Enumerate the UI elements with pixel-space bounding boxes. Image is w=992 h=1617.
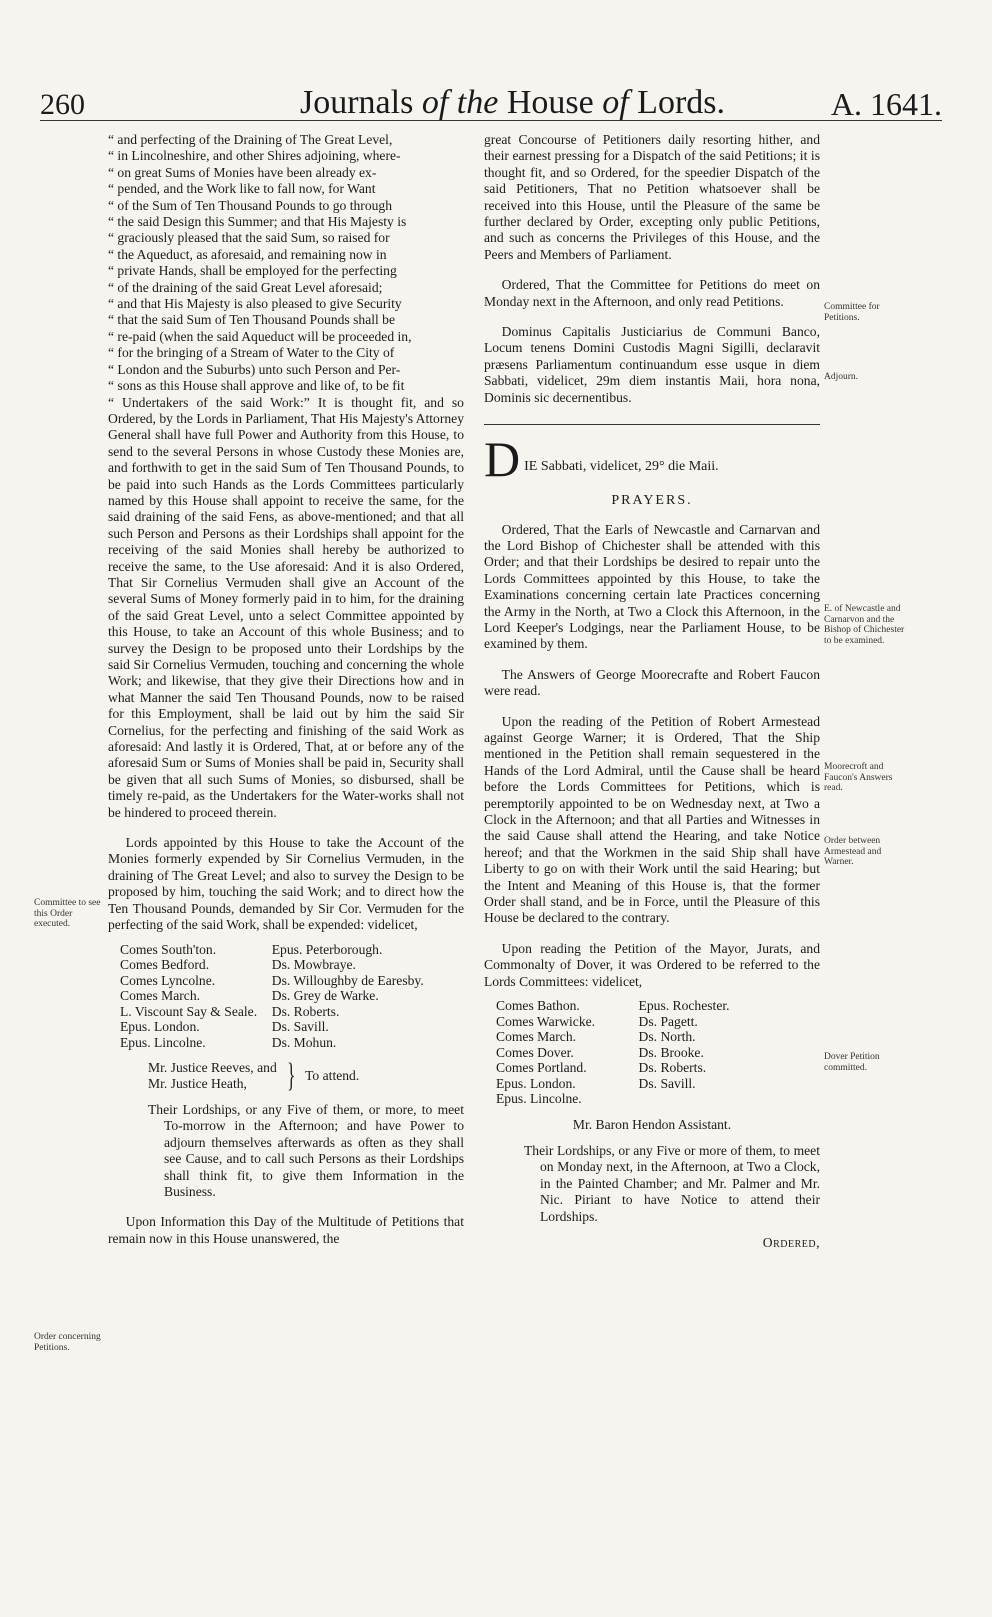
lord-name: Ds. Savill. bbox=[271, 1019, 329, 1034]
lord-name: Comes Warwicke. bbox=[496, 1013, 596, 1029]
lord-name: Ds. Mowbraye. bbox=[271, 957, 356, 972]
prayers-heading: PRAYERS. bbox=[611, 493, 693, 509]
title-word: of bbox=[421, 84, 449, 121]
lord-name: Epus. London. bbox=[496, 1075, 576, 1091]
quote-line: “ private Hands, shall be employed for the perfecting bbox=[108, 263, 397, 279]
order-text: It is thought fit, and so Ordered, by the Lords in Parliament, That His Majesty's Attorney General shall have full Power and Authority from this House, to send to the several Persons in whose Custody these Monies are, and forthwith to get in the said Sum of Ten Thousand Pounds, to be paid into such Hands as the Lords Committees particularly named by this House shall appoint to receive the same, for the said draining of the said Fens, as above-mentioned; and that all such Person and Persons as their Lordships shall appoint for the receiving of the said Monies shall hereby be authorized to receive the same, to the Use aforesaid: And it is also Ordered, That Sir Cornelius Vermuden shall give an Account of the several Sums of Money formerly paid in to him, for the draining of the said Great Level, unto a select Committee appointed by this House, to take an Account of this whole Business; and to survey the Design to be proposed unto their Lordships by the said Sir Cornelius Vermuden, touching and concerning the whole Work; and likewise, that they give their Directions how and in what Manner the said Ten Thousand Pounds, now to be raised for this Employment, shall be laid out by him the said Sir Cornelius, for the perfecting and finishing of the said Work as aforesaid: And lastly it is Ordered, That, at or before any of the aforesaid Sum or Sums of Monies shall be paid in, Security shall be given that all such Sums of Monies, so disbursed, shall be timely re-paid, as the Undertakers for the Water-works shall not be hindered to proceed therein. bbox=[108, 394, 464, 820]
quote-line: “ of the draining of the said Great Level aforesaid; bbox=[108, 279, 383, 295]
margin-note-adjourn: Adjourn. bbox=[824, 372, 859, 382]
paragraph-petitions-order: great Concourse of Petitioners daily resorting hither, and their earnest pressing for a Dispatch of the said Petitions; it is thought fit, and so Ordered, for the speedier Dispatch of the said Petitioners, That no Petition whatsoever shall be received into this House, until the Pleasure of the same be further declared by Order, excepting only public Petitions, and such as concerns the Privileges of this House, and the Peers and Members of Parliament. bbox=[484, 132, 820, 262]
left-column bbox=[108, 132, 464, 1255]
justice-name: Mr. Justice Heath, bbox=[148, 1076, 247, 1091]
paragraph-quote bbox=[108, 132, 464, 821]
lord-name: Ds. Grey de Warke. bbox=[271, 988, 379, 1003]
lord-name: Ds. Pagett. bbox=[638, 1013, 698, 1029]
quote-line: “ and that His Majesty is also pleased to give Security bbox=[108, 296, 402, 312]
lord-name: Epus. Rochester. bbox=[638, 998, 730, 1014]
quote-line: “ the Aqueduct, as aforesaid, and remaining now in bbox=[108, 246, 387, 262]
lord-name: Comes March. bbox=[496, 1029, 577, 1045]
paragraph-earls-examined: Ordered, That the Earls of Newcastle and Carnarvan and the Lord Bishop of Chichester shall be attended with this Order; and that their Lordships be desired to repair unto the Lords Committees appointed by this House, to take the Examinations concerning certain late Practices concerning the Army in the North, at Two a Clock this Afternoon, in the Lord Keeper's Lodgings, near the Parliament House, to be examined by them. bbox=[484, 521, 820, 652]
paragraph-armestead: Upon the reading of the Petition of Robert Armestead against George Warner; it is Ordered, That the Ship mentioned in the Petition shall remain sequestered in the Hands of the Lord Admiral, until the Cause shall be heard before the Lords Committees for Petitions, which is peremptorily appointed to be on Wednesday next, at Two a Clock in the Afternoon; and that all Parties and Witnesses in the said Cause shall attend the Hearing, and take Notice hereof; and that the Workmen in the said Ship shall have Liberty to go on with their Work until the said Hearing; but the Intent and Meaning of this House is, that the former Order shall stand, and be in Force, until the Pleasure of this House be declared to the contrary. bbox=[484, 713, 820, 926]
quote-line: “ re-paid (when the said Aqueduct will be proceeded in, bbox=[108, 328, 412, 344]
lord-name: Comes Lyncolne. bbox=[120, 972, 216, 988]
justices-to-attend bbox=[148, 1057, 464, 1094]
lord-name: Epus. Lincolne. bbox=[120, 1034, 206, 1050]
day-line: IE Sabbati, videlicet, 29° die Maii. bbox=[524, 459, 719, 475]
lord-name-empty bbox=[639, 1091, 820, 1107]
page-number: 260 bbox=[40, 88, 85, 121]
to-attend-label: To attend. bbox=[305, 1067, 360, 1083]
quote-line: “ on great Sums of Monies have been already ex- bbox=[108, 164, 377, 180]
title-word: of bbox=[602, 84, 629, 121]
margin-note-moorecroft: Moorecroft and Faucon's Answers read. bbox=[824, 762, 893, 793]
quote-line: “ the said Design this Summer; and that His Majesty is bbox=[108, 214, 407, 230]
lord-name: Comes South'ton. bbox=[120, 941, 217, 957]
lord-name: Ds. Savill. bbox=[638, 1075, 696, 1091]
margin-note-armestead: Order between Armestead and Warner. bbox=[824, 836, 882, 867]
quote-line: “ sons as this House shall approve and like of, to be fit bbox=[108, 378, 405, 394]
margin-note-order-petitions: Order concerning Petitions. bbox=[34, 1332, 101, 1353]
title-word: House bbox=[506, 84, 594, 121]
lord-name: Comes Bathon. bbox=[496, 998, 580, 1014]
justice-name: Mr. Justice Reeves, and bbox=[148, 1060, 277, 1075]
quote-line: “ Undertakers of the said Work:” bbox=[108, 394, 310, 410]
paragraph-lords-appointed: Lords appointed by this House to take the Account of the Monies formerly expended by Sir Cornelius Vermuden, in the draining of The Great Level; and also to survey the Design to be proposed by him, touching the said Work; and to direct how the Ten Thousand Pounds, demanded by Sir Cor. Vermuden for the perfecting of the said Work, shall be expended: videlicet, bbox=[108, 835, 464, 933]
lords-list-fens bbox=[108, 942, 464, 1051]
paragraph-dover: Upon reading the Petition of the Mayor, Jurats, and Commonalty of Dover, it was Ordered to be referred to the Lords Committees: videlicet, bbox=[484, 940, 820, 989]
lord-name: Comes Dover. bbox=[496, 1044, 574, 1060]
justice-names bbox=[148, 1060, 277, 1092]
header-rule bbox=[40, 120, 942, 121]
lord-name: Ds. Roberts. bbox=[271, 1003, 340, 1019]
title-word: Lords. bbox=[637, 84, 725, 121]
lord-name: Epus. Peterborough. bbox=[271, 941, 383, 957]
running-title bbox=[300, 84, 725, 122]
lord-name: Epus. Lincolne. bbox=[496, 1091, 582, 1107]
catchword bbox=[484, 1235, 820, 1251]
lord-name: Ds. Roberts. bbox=[638, 1060, 707, 1076]
running-header bbox=[0, 58, 992, 122]
title-word: Journals bbox=[300, 84, 414, 121]
title-word: the bbox=[456, 84, 499, 121]
quote-line: “ London and the Suburbs) unto such Person and Per- bbox=[108, 361, 401, 377]
brace-symbol: } bbox=[286, 1057, 295, 1094]
catchword-text: Ordered, bbox=[762, 1235, 820, 1250]
lord-name: Ds. North. bbox=[638, 1029, 696, 1045]
lord-name: Comes Bedford. bbox=[120, 957, 210, 972]
year: A. 1641. bbox=[830, 86, 942, 122]
assistant-line: Mr. Baron Hendon Assistant. bbox=[572, 1116, 732, 1132]
quote-line: “ and perfecting of the Draining of The Great Level, bbox=[108, 132, 393, 147]
quote-line: “ graciously pleased that the said Sum, so raised for bbox=[108, 230, 390, 246]
lord-name: L. Viscount Say & Seale. bbox=[120, 1003, 258, 1019]
quote-line: “ pended, and the Work like to fall now, for Want bbox=[108, 181, 376, 197]
paragraph-petitions-info: Upon Information this Day of the Multitude of Petitions that remain now in this House unanswered, the bbox=[108, 1214, 464, 1246]
lord-name: Epus. London. bbox=[120, 1019, 200, 1034]
section-rule bbox=[484, 424, 820, 425]
quote-line: “ that the said Sum of Ten Thousand Pounds shall be bbox=[108, 312, 396, 328]
quote-line: “ in Lincolneshire, and other Shires adjoining, where- bbox=[108, 148, 401, 164]
lord-name: Ds. Brooke. bbox=[638, 1044, 704, 1060]
lord-name: Ds. Willoughby de Earesby. bbox=[271, 972, 424, 988]
quote-line: “ for the bringing of a Stream of Water to the City of bbox=[108, 345, 395, 361]
paragraph-committee-petitions: Ordered, That the Committee for Petitions do meet on Monday next in the Afternoon, and only read Petitions. bbox=[484, 277, 820, 309]
drop-cap: D bbox=[484, 431, 521, 488]
paragraph-answers-read: The Answers of George Moorecrafte and Robert Faucon were read. bbox=[484, 666, 820, 699]
paragraph-painted-chamber: Their Lordships, or any Five or more of them, to meet on Monday next, in the Afternoon, at Two a Clock, in the Painted Chamber; and Mr. Palmer and Mr. Nic. Piriant to have Notice to attend their Lordships. bbox=[524, 1142, 820, 1224]
paragraph-adjournment: Dominus Capitalis Justiciarius de Communi Banco, Locum tenens Domini Custodis Magni Sigilli, declaravit præsens Parliamentum continuandum esse usque in diem Sabbati, videlicet, 29m diem instantis Maii, hora nona, Dominis sic decernentibus. bbox=[484, 324, 820, 405]
lord-name: Comes March. bbox=[120, 988, 201, 1003]
day-heading bbox=[484, 431, 820, 488]
lords-list-dover bbox=[484, 998, 820, 1107]
quote-line: “ of the Sum of Ten Thousand Pounds to go through bbox=[108, 197, 393, 213]
margin-note-examined: E. of Newcastle and Carnarvon and the Bishop of Chichester to be examined. bbox=[824, 604, 905, 646]
margin-note-dover: Dover Petition committed. bbox=[824, 1052, 880, 1073]
lord-name: Comes Portland. bbox=[496, 1060, 587, 1076]
paragraph-meeting: Their Lordships, or any Five of them, or more, to meet To-morrow in the Afternoon; and have Power to adjourn themselves afterwards as often as they shall see Cause, and to call such Persons as their Lordships shall think fit, to give them Information in the Business. bbox=[148, 1102, 464, 1200]
lord-name: Ds. Mohun. bbox=[271, 1034, 337, 1050]
right-column bbox=[484, 132, 820, 1251]
margin-note-committee-petitions: Committee for Petitions. bbox=[824, 302, 880, 323]
margin-note-committee-order: Committee to see this Order executed. bbox=[34, 898, 101, 929]
